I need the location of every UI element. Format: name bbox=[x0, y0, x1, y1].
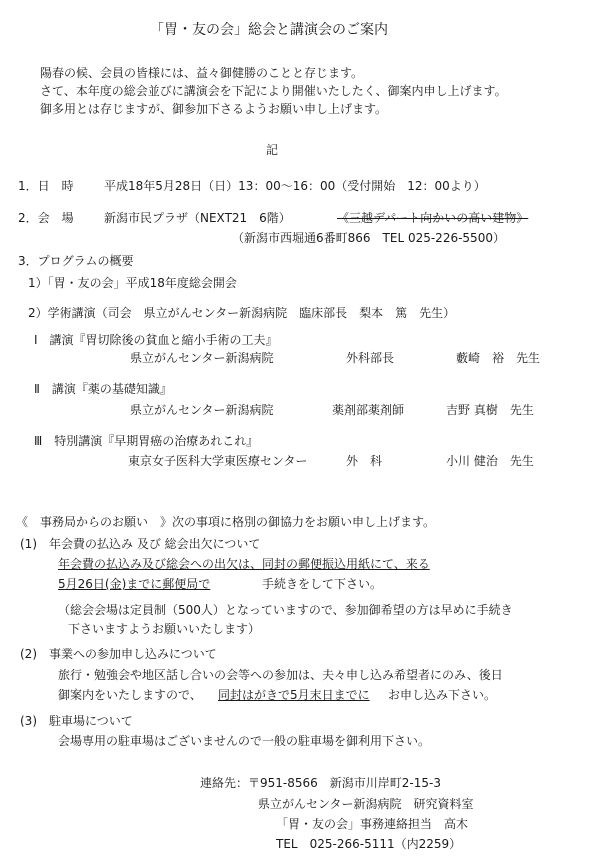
lecture-org: 東京女子医科大学東医療センター bbox=[128, 454, 308, 468]
contact-line: 連絡先：〒951-8566 新潟市川岸町2-15-3 bbox=[200, 776, 441, 790]
program-item: 2）学術講演（司会 県立がんセンター新潟病院 臨床部長 梨本 篤 先生） bbox=[28, 306, 456, 320]
lecture-speaker: 吉野 真樹 先生 bbox=[446, 403, 534, 417]
lecture-speaker: 小川 健治 先生 bbox=[446, 454, 534, 468]
request-note: （総会会場は定員制（500人）となっていますので、参加御希望の方は早めに手続き bbox=[58, 603, 513, 617]
request-title: (1) 年会費の払込み 及び 総会出欠について bbox=[20, 537, 261, 551]
venue-note: 《三越デパート向かいの高い建物》 bbox=[337, 211, 529, 225]
request-deadline: 5月26日(金)までに郵便局で bbox=[58, 577, 211, 591]
greeting-line: 陽春の候、会員の皆様には、益々御健勝のことと存じます。 bbox=[40, 66, 364, 80]
datetime-value: 平成18年5月28日（日）13：00～16：00（受付開始 12：00より） bbox=[104, 179, 486, 193]
program-item: 1）「胃・友の会」平成18年度総会開会 bbox=[28, 276, 237, 290]
request-title: (2) 事業への参加申し込みについて bbox=[20, 647, 217, 661]
contact-line: 「胃・友の会」事務連絡担当 高木 bbox=[276, 817, 469, 831]
venue-label: 2．会 場 bbox=[18, 211, 74, 225]
program-heading: 3．プログラムの概要 bbox=[18, 254, 134, 268]
request-line-underlined: 同封はがきで5月末日までに bbox=[218, 688, 370, 702]
venue-address: （新潟市西堀通6番町866 TEL 025-226-5500） bbox=[232, 231, 505, 245]
datetime-label: 1．日 時 bbox=[18, 179, 74, 193]
request-line: 手続きをして下さい。 bbox=[262, 577, 383, 591]
greeting-line: さて、本年度の総会並びに講演会を下記により開催いたしたく、御案内申し上げます。 bbox=[40, 84, 507, 98]
venue-name: 新潟市民プラザ（NEXT21 6階） bbox=[104, 211, 291, 225]
lecture-dept: 外科部長 bbox=[346, 351, 395, 365]
request-title: (3) 駐車場について bbox=[20, 714, 133, 728]
lecture-title: Ⅱ 講演『薬の基礎知識』 bbox=[34, 382, 172, 396]
contact-line: 県立がんセンター新潟病院 研究資料室 bbox=[258, 797, 474, 811]
request-note: 下さいますようお願いいたします） bbox=[68, 622, 261, 636]
request-line: お申し込み下さい。 bbox=[388, 688, 497, 702]
lecture-dept: 薬剤部薬剤師 bbox=[332, 403, 405, 417]
contact-line: TEL 025-266-5111（内2259） bbox=[276, 837, 462, 851]
lecture-speaker: 藪崎 裕 先生 bbox=[456, 351, 541, 365]
lecture-org: 県立がんセンター新潟病院 bbox=[130, 351, 274, 365]
lecture-title: Ⅰ 講演『胃切除後の貧血と縮小手術の工夫』 bbox=[34, 333, 278, 347]
lecture-org: 県立がんセンター新潟病院 bbox=[130, 403, 274, 417]
request-line: 御案内をいたしますので、 bbox=[58, 688, 202, 702]
ki-mark: 記 bbox=[266, 143, 279, 157]
lecture-title: Ⅲ 特別講演『早期胃癌の治療あれこれ』 bbox=[34, 434, 259, 448]
greeting-line: 御多用とは存じますが、御参加下さるようお願い申し上げます。 bbox=[40, 102, 388, 116]
request-line: 旅行・勉強会や地区話し合いの会等への参加は、夫々申し込み希望者にのみ、後日 bbox=[58, 668, 503, 682]
document-title: 「胃・友の会」総会と講演会のご案内 bbox=[150, 22, 388, 38]
request-line: 年会費の払込み及び総会への出欠は、同封の郵便振込用紙にて、来る bbox=[58, 557, 430, 571]
requests-heading: 《 事務局からのお願い 》次の事項に格別の御協力をお願い申し上げます。 bbox=[16, 515, 436, 529]
lecture-dept: 外 科 bbox=[346, 454, 383, 468]
request-line: 会場専用の駐車場はございませんので一般の駐車場を御利用下さい。 bbox=[58, 734, 431, 748]
